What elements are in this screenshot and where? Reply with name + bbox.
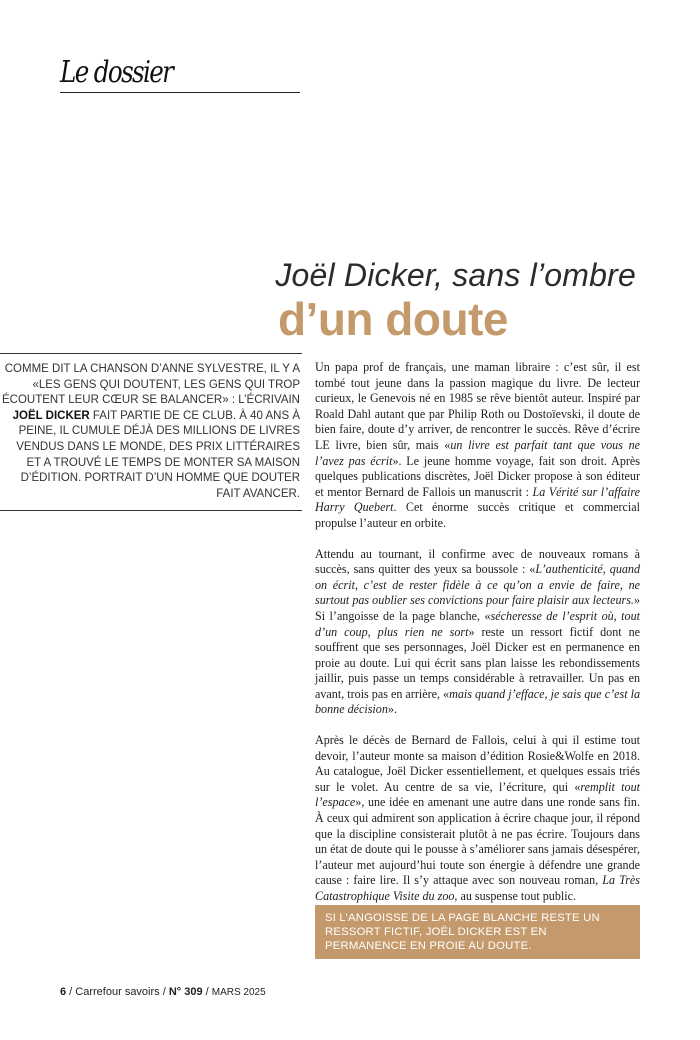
p1-quote: un livre est parfait tant que vous ne l’avez pas écrit [315,437,640,468]
p2-quote-1: L’authenticité, quand on écrit, c’est de rester fidèle à ce qu’on a envie de faire, ne surtout pas oublier ses convictions pour faire plaisir aux lecteurs. [315,562,641,608]
article-body [315,360,640,920]
intro-text-start: COMME DIT LA CHANSON D’ANNE SYLVESTRE, IL Y A «LES GENS QUI DOUTENT, LES GENS QUI TROP ÉCOUTENT LEUR CŒUR SE BALANCER» : L’ÉCRIVAIN [1,363,300,407]
p1-text-e: . Cet énorme succès critique et commercial propulse l’auteur en orbite. [315,500,641,530]
footer-separator: / [159,986,169,998]
body-paragraph-1 [315,360,640,532]
page-number: 6 [60,986,67,998]
headline-line-2: d’un doute [277,293,508,345]
p2-quote-3: mais quand j’efface, je sais que c’est la bonne décision [315,686,641,717]
article-headline [275,256,636,344]
p3-quote: remplit tout l’espace [315,779,640,810]
p1-text-a: Un papa prof de français, une maman libraire : c’est sûr, il est tombé tout jeune dans la passion magique du livre. De lecteur curieux, le Genevois né en 1985 se rêve bientôt auteur. Inspiré par Roald Dahl autant que par Philip Roth ou Dostoïevski, il doute de bien faire, doute d’y arriver, de rencontrer le succès. Rêve d’écrire LE livre, bien sûr, mais « [315,360,640,452]
issue-date: MARS 2025 [211,987,266,998]
p2-text-g: ». [387,702,397,717]
footer-separator: / [66,986,76,998]
intro-author-name: JOËL DICKER [12,409,90,422]
p2-text-e: » reste un ressort fictif dont ne souffrent que ses personnages, Joël Dicker est en permanence en proie au doute. Lui qui écrit sans plan laisse les rebondissements jaillir, puis passe un temps considérable à retravailler. Un pas en avant, trois pas en arrière, « [315,624,640,701]
p3-text-a: Après le décès de Bernard de Fallois, celui à qui il estime tout devoir, l’auteur monte sa maison d’édition Rosie&Wolfe en 2018. Au catalogue, Joël Dicker essentiellement, et quelques essais triés sur le volet. Au centre de sa vie, l’écriture, qui « [315,733,640,794]
section-title: Le dossier [60,55,173,90]
headline-line-1: Joël Dicker, sans l’ombre [275,257,636,293]
footer-separator: / [202,986,212,998]
body-paragraph-2 [315,547,640,719]
page-footer [60,986,266,998]
p1-book-title: La Vérité sur l’affaire Harry Quebert [315,484,640,515]
p3-text-e: , au suspense tout public. [454,889,577,903]
intro-standfirst [0,353,302,511]
p1-text-c: ». Le jeune homme voyage, fait son droit. Après quelques publications discrètes, Joël Dicker propose à son éditeur et mentor Bernard de Fallois un manuscrit : [315,453,641,499]
pull-quote-text: SI L’ANGOISSE DE LA PAGE BLANCHE RESTE UN RESSORT FICTIF, JOËL DICKER EST EN PERMANENCE EN PROIE AU DOUTE. [325,912,600,953]
p3-text-c: », une idée en amenant une autre dans une ronde sans fin. À ceux qui admirent son application à écrire chaque jour, il répond que la discipline consisterait plutôt à ne pas écrire. Toujours dans un état de doute qui le pousse à s’améliorer sans jamais désespérer, l’auteur met aujourd’hui toute son énergie à défendre une grande cause : faire lire. Il s’y attaque avec son nouveau roman, [315,795,640,888]
p2-text-c: » Si l’angoisse de la page blanche, « [315,593,640,623]
p2-quote-2: sécheresse de l’esprit où, tout d’un coup, plus rien ne sort [315,608,640,639]
p3-book-title: La Très Catastrophique Visite du zoo [315,873,640,903]
pull-quote-box [315,905,640,959]
intro-text [0,362,300,502]
p2-text-a: Attendu au tournant, il confirme avec de nouveaux romans à succès, sans quitter des yeux sa boussole : « [315,546,640,577]
issue-number: N° 309 [168,986,203,998]
magazine-name: Carrefour savoirs [75,986,160,998]
body-paragraph-3 [315,733,640,905]
intro-text-end: FAIT PARTIE DE CE CLUB. À 40 ANS À PEINE, IL CUMULE DÉJÀ DES MILLIONS DE LIVRES VENDUS DANS LE MONDE, DES PRIX LITTÉRAIRES ET A TROUVÉ LE TEMPS DE MONTER SA MAISON D’ÉDITION. PORTRAIT D’UN HOMME QUE DOUTER FAIT AVANCER. [16,409,300,500]
masthead [60,56,300,93]
